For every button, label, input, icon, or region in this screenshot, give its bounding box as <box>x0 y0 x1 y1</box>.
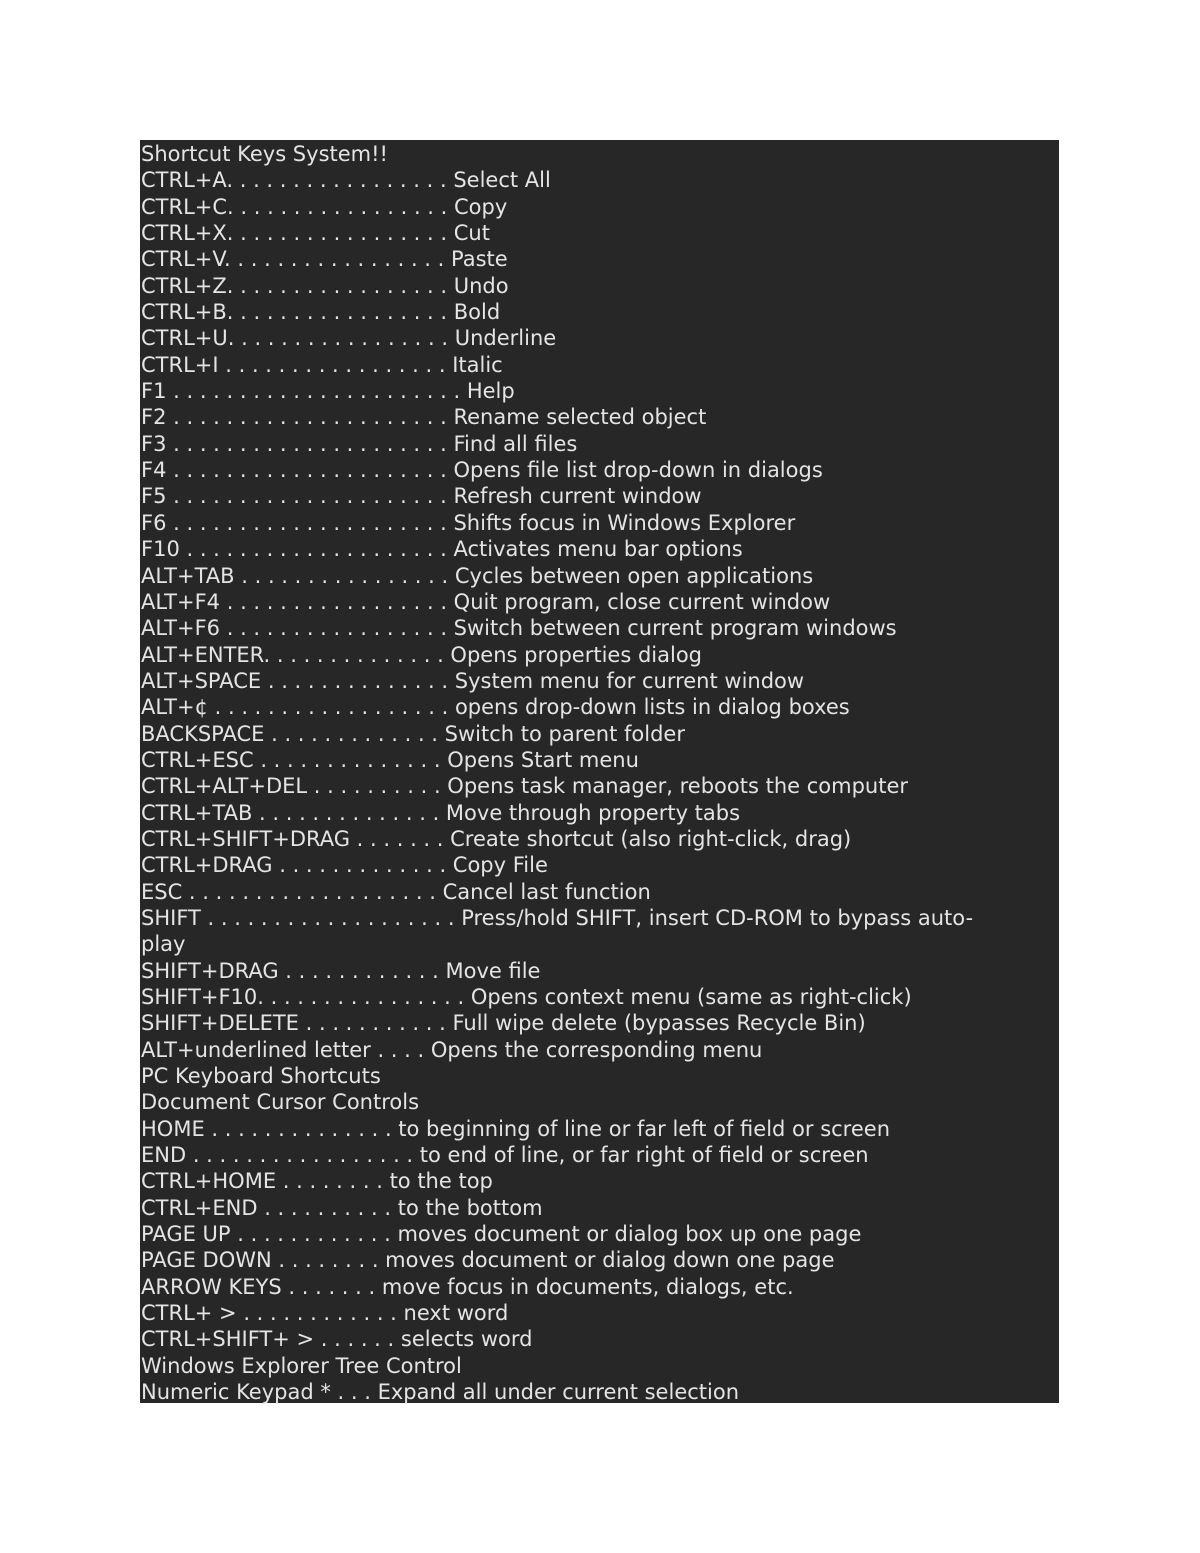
shortcut-line: CTRL+HOME . . . . . . . . to the top <box>141 1169 493 1194</box>
shortcut-line: SHIFT . . . . . . . . . . . . . . . . . . . Press/hold SHIFT, insert CD-ROM to bypass auto- <box>141 905 974 930</box>
shortcut-line: CTRL+SHIFT+DRAG . . . . . . . Create shortcut (also right-click, drag) <box>141 826 852 851</box>
shortcut-line: CTRL+ > . . . . . . . . . . . . next word <box>141 1301 509 1326</box>
shortcut-line: F5 . . . . . . . . . . . . . . . . . . . . . Refresh current window <box>141 484 702 509</box>
shortcut-line: CTRL+I . . . . . . . . . . . . . . . . . Italic <box>141 352 503 377</box>
shortcut-line: CTRL+SHIFT+ > . . . . . . selects word <box>141 1327 533 1352</box>
shortcut-line: ALT+F6 . . . . . . . . . . . . . . . . . Switch between current program windows <box>141 616 897 641</box>
shortcut-line: Document Cursor Controls <box>141 1090 420 1115</box>
shortcut-line: F2 . . . . . . . . . . . . . . . . . . . . . Rename selected object <box>141 405 707 430</box>
shortcut-line: play <box>141 932 186 957</box>
shortcut-line: F6 . . . . . . . . . . . . . . . . . . . . . Shifts focus in Windows Explorer <box>141 510 796 535</box>
shortcut-line: F3 . . . . . . . . . . . . . . . . . . . . . Find all files <box>141 431 578 456</box>
shortcut-line: SHIFT+F10. . . . . . . . . . . . . . . . Opens context menu (same as right-click) <box>141 985 912 1009</box>
shortcut-line: ALT+ENTER. . . . . . . . . . . . . . Opens properties dialog <box>141 642 703 667</box>
shortcut-line: CTRL+B. . . . . . . . . . . . . . . . . Bold <box>141 300 501 325</box>
shortcut-line: ESC . . . . . . . . . . . . . . . . . . . Cancel last function <box>141 879 651 904</box>
shortcut-line: SHIFT+DELETE . . . . . . . . . . . Full wipe delete (bypasses Recycle Bin) <box>141 1011 866 1036</box>
shortcut-line: CTRL+Z. . . . . . . . . . . . . . . . . Undo <box>141 273 509 298</box>
shortcut-keys-panel <box>140 140 1059 1403</box>
shortcut-line: ALT+¢ . . . . . . . . . . . . . . . . . . opens drop-down lists in dialog boxes <box>141 695 850 720</box>
shortcut-line: Windows Explorer Tree Control <box>141 1353 462 1378</box>
shortcut-line: Numeric Keypad * . . . Expand all under current selection <box>141 1380 740 1405</box>
shortcut-line: CTRL+ALT+DEL . . . . . . . . . . Opens task manager, reboots the computer <box>141 774 909 799</box>
shortcut-line: F4 . . . . . . . . . . . . . . . . . . . . . Opens file list drop-down in dialogs <box>141 458 823 483</box>
shortcut-line: SHIFT+DRAG . . . . . . . . . . . . Move file <box>141 958 541 983</box>
shortcut-line: CTRL+A. . . . . . . . . . . . . . . . . Select All <box>141 168 551 193</box>
shortcut-line: CTRL+END . . . . . . . . . . to the bottom <box>141 1195 543 1220</box>
shortcut-line: PC Keyboard Shortcuts <box>141 1064 381 1089</box>
shortcut-line: CTRL+DRAG . . . . . . . . . . . . . Copy File <box>141 853 548 878</box>
shortcut-line: ALT+TAB . . . . . . . . . . . . . . . . Cycles between open applications <box>141 563 814 588</box>
shortcut-line: ALT+underlined letter . . . . Opens the corresponding menu <box>141 1037 763 1062</box>
shortcut-line: HOME . . . . . . . . . . . . . . to beginning of line or far left of field or screen <box>141 1116 891 1141</box>
shortcut-line: CTRL+V. . . . . . . . . . . . . . . . . Paste <box>141 247 508 272</box>
shortcut-line: PAGE UP . . . . . . . . . . . . moves document or dialog box up one page <box>141 1222 862 1247</box>
shortcut-line: PAGE DOWN . . . . . . . . moves document or dialog down one page <box>141 1248 835 1273</box>
shortcut-line: END . . . . . . . . . . . . . . . . . to end of line, or far right of field or screen <box>141 1143 869 1168</box>
shortcut-line: CTRL+X. . . . . . . . . . . . . . . . . Cut <box>141 221 490 246</box>
shortcut-line: F1 . . . . . . . . . . . . . . . . . . . . . . Help <box>141 379 515 404</box>
shortcut-line: ARROW KEYS . . . . . . . move focus in documents, dialogs, etc. <box>141 1274 794 1299</box>
shortcut-line: BACKSPACE . . . . . . . . . . . . . Switch to parent folder <box>141 721 685 746</box>
shortcut-line: ALT+F4 . . . . . . . . . . . . . . . . . Quit program, close current window <box>141 589 831 614</box>
shortcut-line: ALT+SPACE . . . . . . . . . . . . . . System menu for current window <box>141 668 805 693</box>
shortcut-line: CTRL+U. . . . . . . . . . . . . . . . . Underline <box>141 326 557 351</box>
shortcut-line: CTRL+ESC . . . . . . . . . . . . . . Opens Start menu <box>141 747 639 772</box>
shortcut-line: F10 . . . . . . . . . . . . . . . . . . . . Activates menu bar options <box>141 537 743 562</box>
shortcut-line: CTRL+TAB . . . . . . . . . . . . . . Move through property tabs <box>141 800 741 825</box>
shortcut-line: CTRL+C. . . . . . . . . . . . . . . . . Copy <box>141 194 508 219</box>
document-title: Shortcut Keys System!! <box>141 142 388 166</box>
